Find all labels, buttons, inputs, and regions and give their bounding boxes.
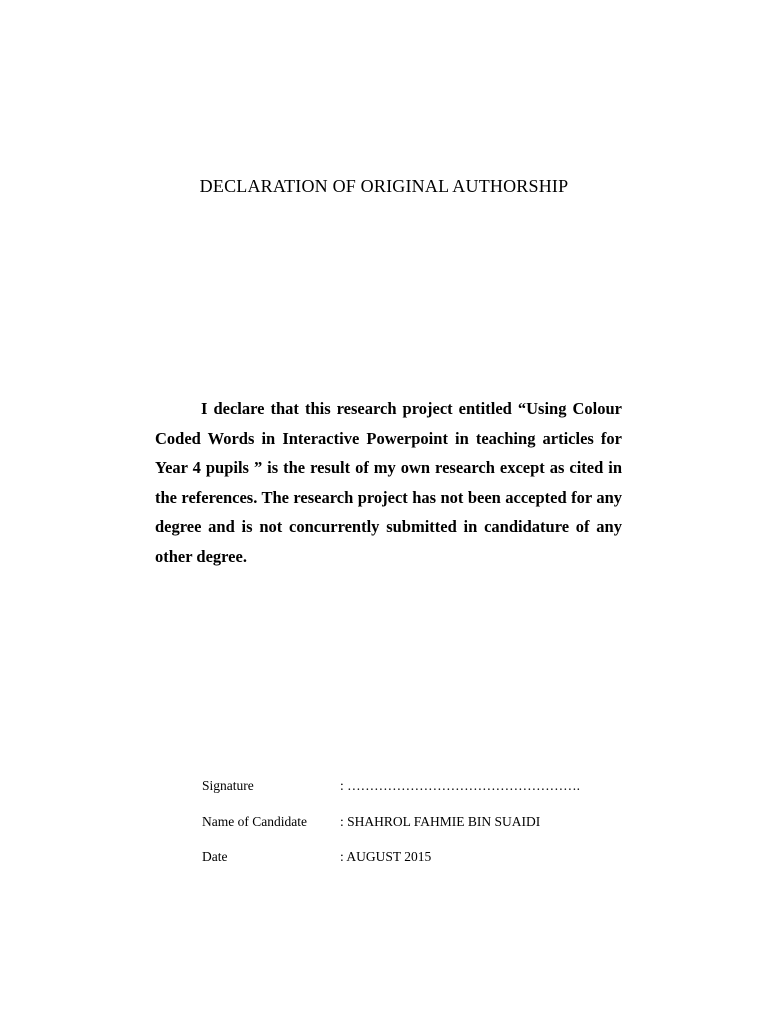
declaration-paragraph: I declare that this research project entitled “Using Colour Coded Words in Interactive Powerpoint in teaching articles for Year 4 pupils ” is the result of my own research except as cited in the references. The research project has not been accepted for any degree and is not concurrently submitted in candidature of any other degree. xyxy=(155,399,622,566)
signature-label: Signature xyxy=(202,778,254,793)
date-value: : AUGUST 2015 xyxy=(340,849,432,864)
candidate-details xyxy=(202,776,622,883)
signature-value: : ……………………………………………. xyxy=(340,778,581,793)
candidate-name-value: : SHAHROL FAHMIE BIN SUAIDI xyxy=(340,813,541,829)
candidate-name-label: Name of Candidate xyxy=(202,813,307,829)
candidate-name-row xyxy=(202,812,622,848)
date-label: Date xyxy=(202,849,228,864)
page-title: DECLARATION OF ORIGINAL AUTHORSHIP xyxy=(199,176,569,196)
signature-row xyxy=(202,776,622,812)
date-row xyxy=(202,847,622,883)
